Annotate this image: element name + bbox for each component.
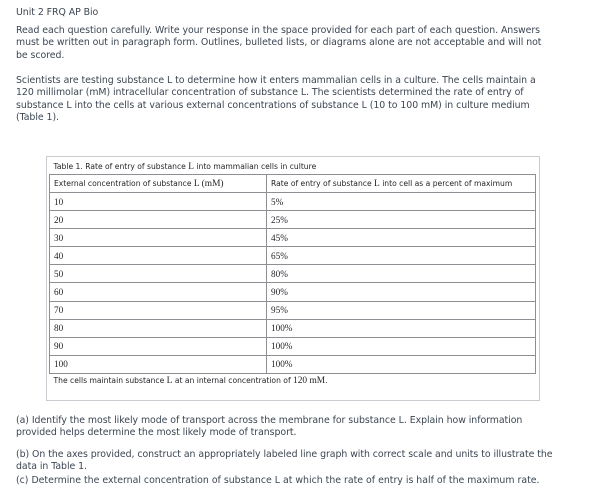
concentration-cell: 40 <box>50 247 267 265</box>
table-row <box>50 229 536 247</box>
table-row <box>50 301 536 319</box>
concentration-cell: 70 <box>50 301 267 319</box>
concentration-cell: 50 <box>50 265 267 283</box>
rate-cell: 65% <box>267 247 536 265</box>
table-row <box>50 319 536 337</box>
document-heading: Unit 2 FRQ AP Bio <box>16 7 99 18</box>
column-header-concentration <box>50 175 267 193</box>
question-c-text: (c) Determine the external concentration of substance L at which the rate of entry is half of the maximum rate. <box>16 475 540 486</box>
column-header-concentration-text: External concentration of substance <box>54 178 194 188</box>
table-footnote-value: 120 mM <box>293 376 326 387</box>
table-footnote-text: The cells maintain substance <box>53 376 167 386</box>
table-caption <box>50 159 536 175</box>
concentration-cell: 90 <box>50 337 267 355</box>
table-caption-variable: L <box>188 161 194 172</box>
concentration-cell: 80 <box>50 319 267 337</box>
rate-cell: 80% <box>267 265 536 283</box>
table-row <box>50 211 536 229</box>
column-header-rate-text: Rate of entry of substance <box>271 178 375 188</box>
table-footnote-end: . <box>325 376 328 386</box>
concentration-cell: 100 <box>50 355 267 373</box>
rate-cell: 100% <box>267 319 536 337</box>
table-caption-text-end: into mammalian cells in culture <box>193 161 317 171</box>
table-footnote <box>50 373 536 389</box>
concentration-cell: 30 <box>50 229 267 247</box>
column-header-concentration-unit: (mM) <box>199 178 224 189</box>
question-b: (b) On the axes provided, construct an appropriately labeled line graph with correct scale and units to illustrate the data in Table 1. <box>16 449 553 473</box>
instructions-paragraph: Read each question carefully. Write your response in the space provided for each part of each question. Answers must be written out in paragraph form. Outlines, bulleted lists, or diagrams alone are not acceptable and will not be scored. <box>16 25 542 61</box>
table-row <box>50 247 536 265</box>
rate-cell: 100% <box>267 337 536 355</box>
table-caption-text: Table 1. Rate of entry of substance <box>53 161 189 171</box>
table-row <box>50 283 536 301</box>
table-row <box>50 265 536 283</box>
table-row <box>50 355 536 373</box>
concentration-cell: 10 <box>50 193 267 211</box>
data-table <box>49 159 536 389</box>
rate-cell: 45% <box>267 229 536 247</box>
table-header-row <box>50 175 536 193</box>
question-c-cutoff <box>16 475 576 487</box>
rate-cell: 5% <box>267 193 536 211</box>
rate-cell: 90% <box>267 283 536 301</box>
rate-cell: 100% <box>267 355 536 373</box>
column-header-rate-text-end: into cell as a percent of maximum <box>379 178 513 188</box>
rate-cell: 25% <box>267 211 536 229</box>
scenario-paragraph: Scientists are testing substance L to determine how it enters mammalian cells in a culture. The cells maintain a 120 millimolar (mM) intracellular concentration of substance L. The scientists determined the rate of entry of substance L into the cells at various external concentrations of substance L (10 to 100 mM) in culture medium (Table 1). <box>16 75 536 124</box>
column-header-rate-variable: L <box>374 178 380 189</box>
table-footnote-variable: L <box>166 376 173 387</box>
column-header-rate <box>267 175 536 193</box>
table-row <box>50 193 536 211</box>
concentration-cell: 20 <box>50 211 267 229</box>
table-row <box>50 337 536 355</box>
table-footnote-text-mid: at an internal concentration of <box>172 376 294 386</box>
table-caption-row <box>50 159 536 175</box>
rate-cell: 95% <box>267 301 536 319</box>
question-a: (a) Identify the most likely mode of transport across the membrane for substance L. Explain how information provided helps determine the most likely mode of transport. <box>16 415 523 439</box>
table-footnote-row <box>50 373 536 389</box>
concentration-cell: 60 <box>50 283 267 301</box>
column-header-concentration-variable: L <box>193 178 200 189</box>
